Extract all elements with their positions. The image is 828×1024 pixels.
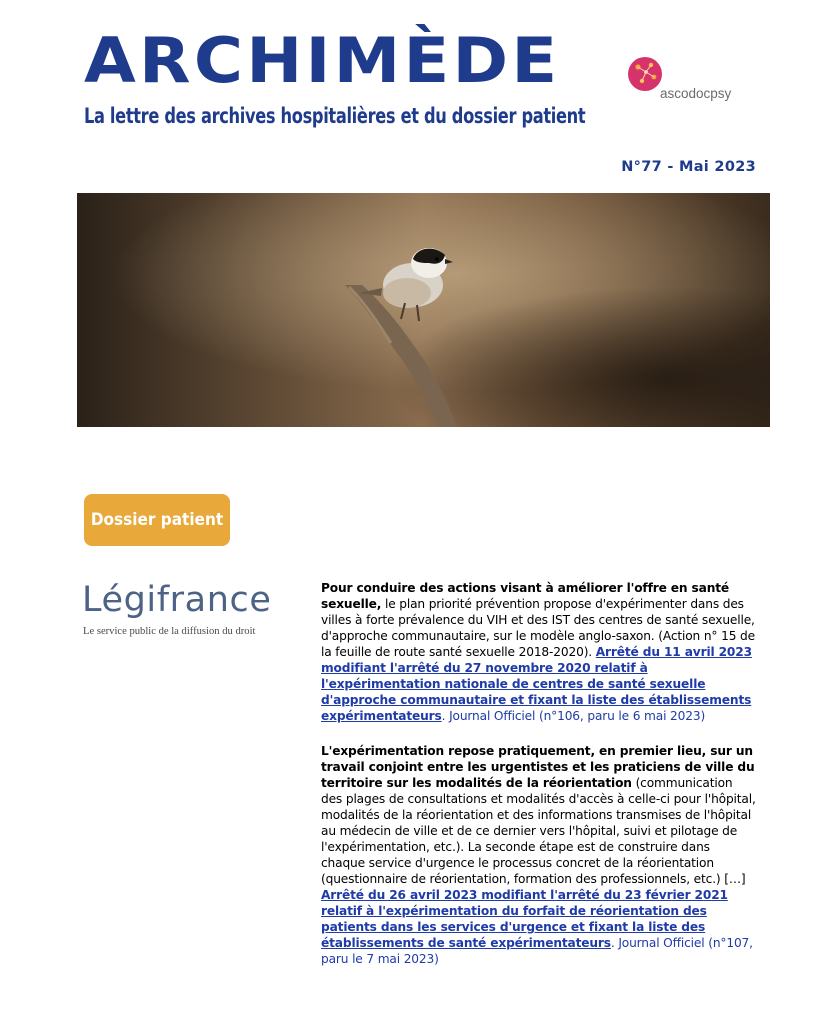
legifrance-tagline: Le service public de la diffusion du droit bbox=[83, 626, 256, 637]
article-link[interactable]: Arrêté du 26 avril 2023 modifiant l'arrêté du 23 février 2021 relatif à l'expérimentation du forfait de réorientation des patients dans les services d'urgence et fixant la liste des établissements de santé expérimentateurs bbox=[321, 888, 728, 950]
article-reorientation-urgences bbox=[321, 743, 757, 967]
journal-officiel-ref: . Journal Officiel (n°106, paru le 6 mai 2023) bbox=[441, 709, 706, 723]
bird-photo-icon bbox=[77, 193, 770, 427]
journal-officiel-ref: . Journal Officiel (n°107, paru le 7 mai 2023) bbox=[321, 936, 753, 966]
ascodocpsy-mark-icon bbox=[626, 55, 664, 93]
article-body: le plan priorité prévention propose d'expérimenter dans des villes à forte prévalence du VIH et des IST des centres de santé sexuelle, d'approche communautaire, sur le modèle anglo-saxon. (Action n° 15 de la feuille de route santé sexuelle 2018-2020). bbox=[321, 597, 755, 659]
article-lead: L'expérimentation repose pratiquement, en premier lieu, sur un travail conjoint entre les urgentistes et les praticiens de ville du territoire sur les modalités de la réorientation bbox=[321, 744, 755, 790]
legifrance-logo[interactable] bbox=[78, 582, 288, 642]
article-link[interactable]: Arrêté du 11 avril 2023 modifiant l'arrêté du 27 novembre 2020 relatif à l'expérimentation nationale de centres de santé sexuelle d'approche communautaire et fixant la liste des établissements expérimentateurs bbox=[321, 645, 752, 723]
ascodocpsy-logo[interactable] bbox=[626, 55, 746, 105]
hero-image bbox=[77, 193, 770, 427]
legifrance-name: Légifrance bbox=[82, 580, 272, 620]
newsletter-title: ARCHIMÈDE bbox=[84, 24, 561, 97]
newsletter-subtitle: La lettre des archives hospitalières et du dossier patient bbox=[84, 104, 586, 128]
article-lead: Pour conduire des actions visant à améliorer l'offre en santé sexuelle, bbox=[321, 581, 730, 611]
ascodocpsy-logo-text: ascodocpsy bbox=[660, 86, 732, 101]
article-sante-sexuelle bbox=[321, 580, 757, 724]
issue-number: N°77 - Mai 2023 bbox=[621, 159, 756, 175]
section-badge-dossier-patient: Dossier patient bbox=[84, 494, 230, 546]
article-body: (communication des plages de consultations et modalités d'accès à celle-ci pour l'hôpital, modalités de la réorientation et des informations transmises de l'hôpital au médecin de ville et de ce dernier vers l'hôpital, suivi et pilotage de l'expérimentation, etc.). La seconde étape est de construire dans chaque service d'urgence le processus concret de la réorientation (questionnaire de réorientation, formation des professionnels, etc.) […] bbox=[321, 776, 756, 886]
